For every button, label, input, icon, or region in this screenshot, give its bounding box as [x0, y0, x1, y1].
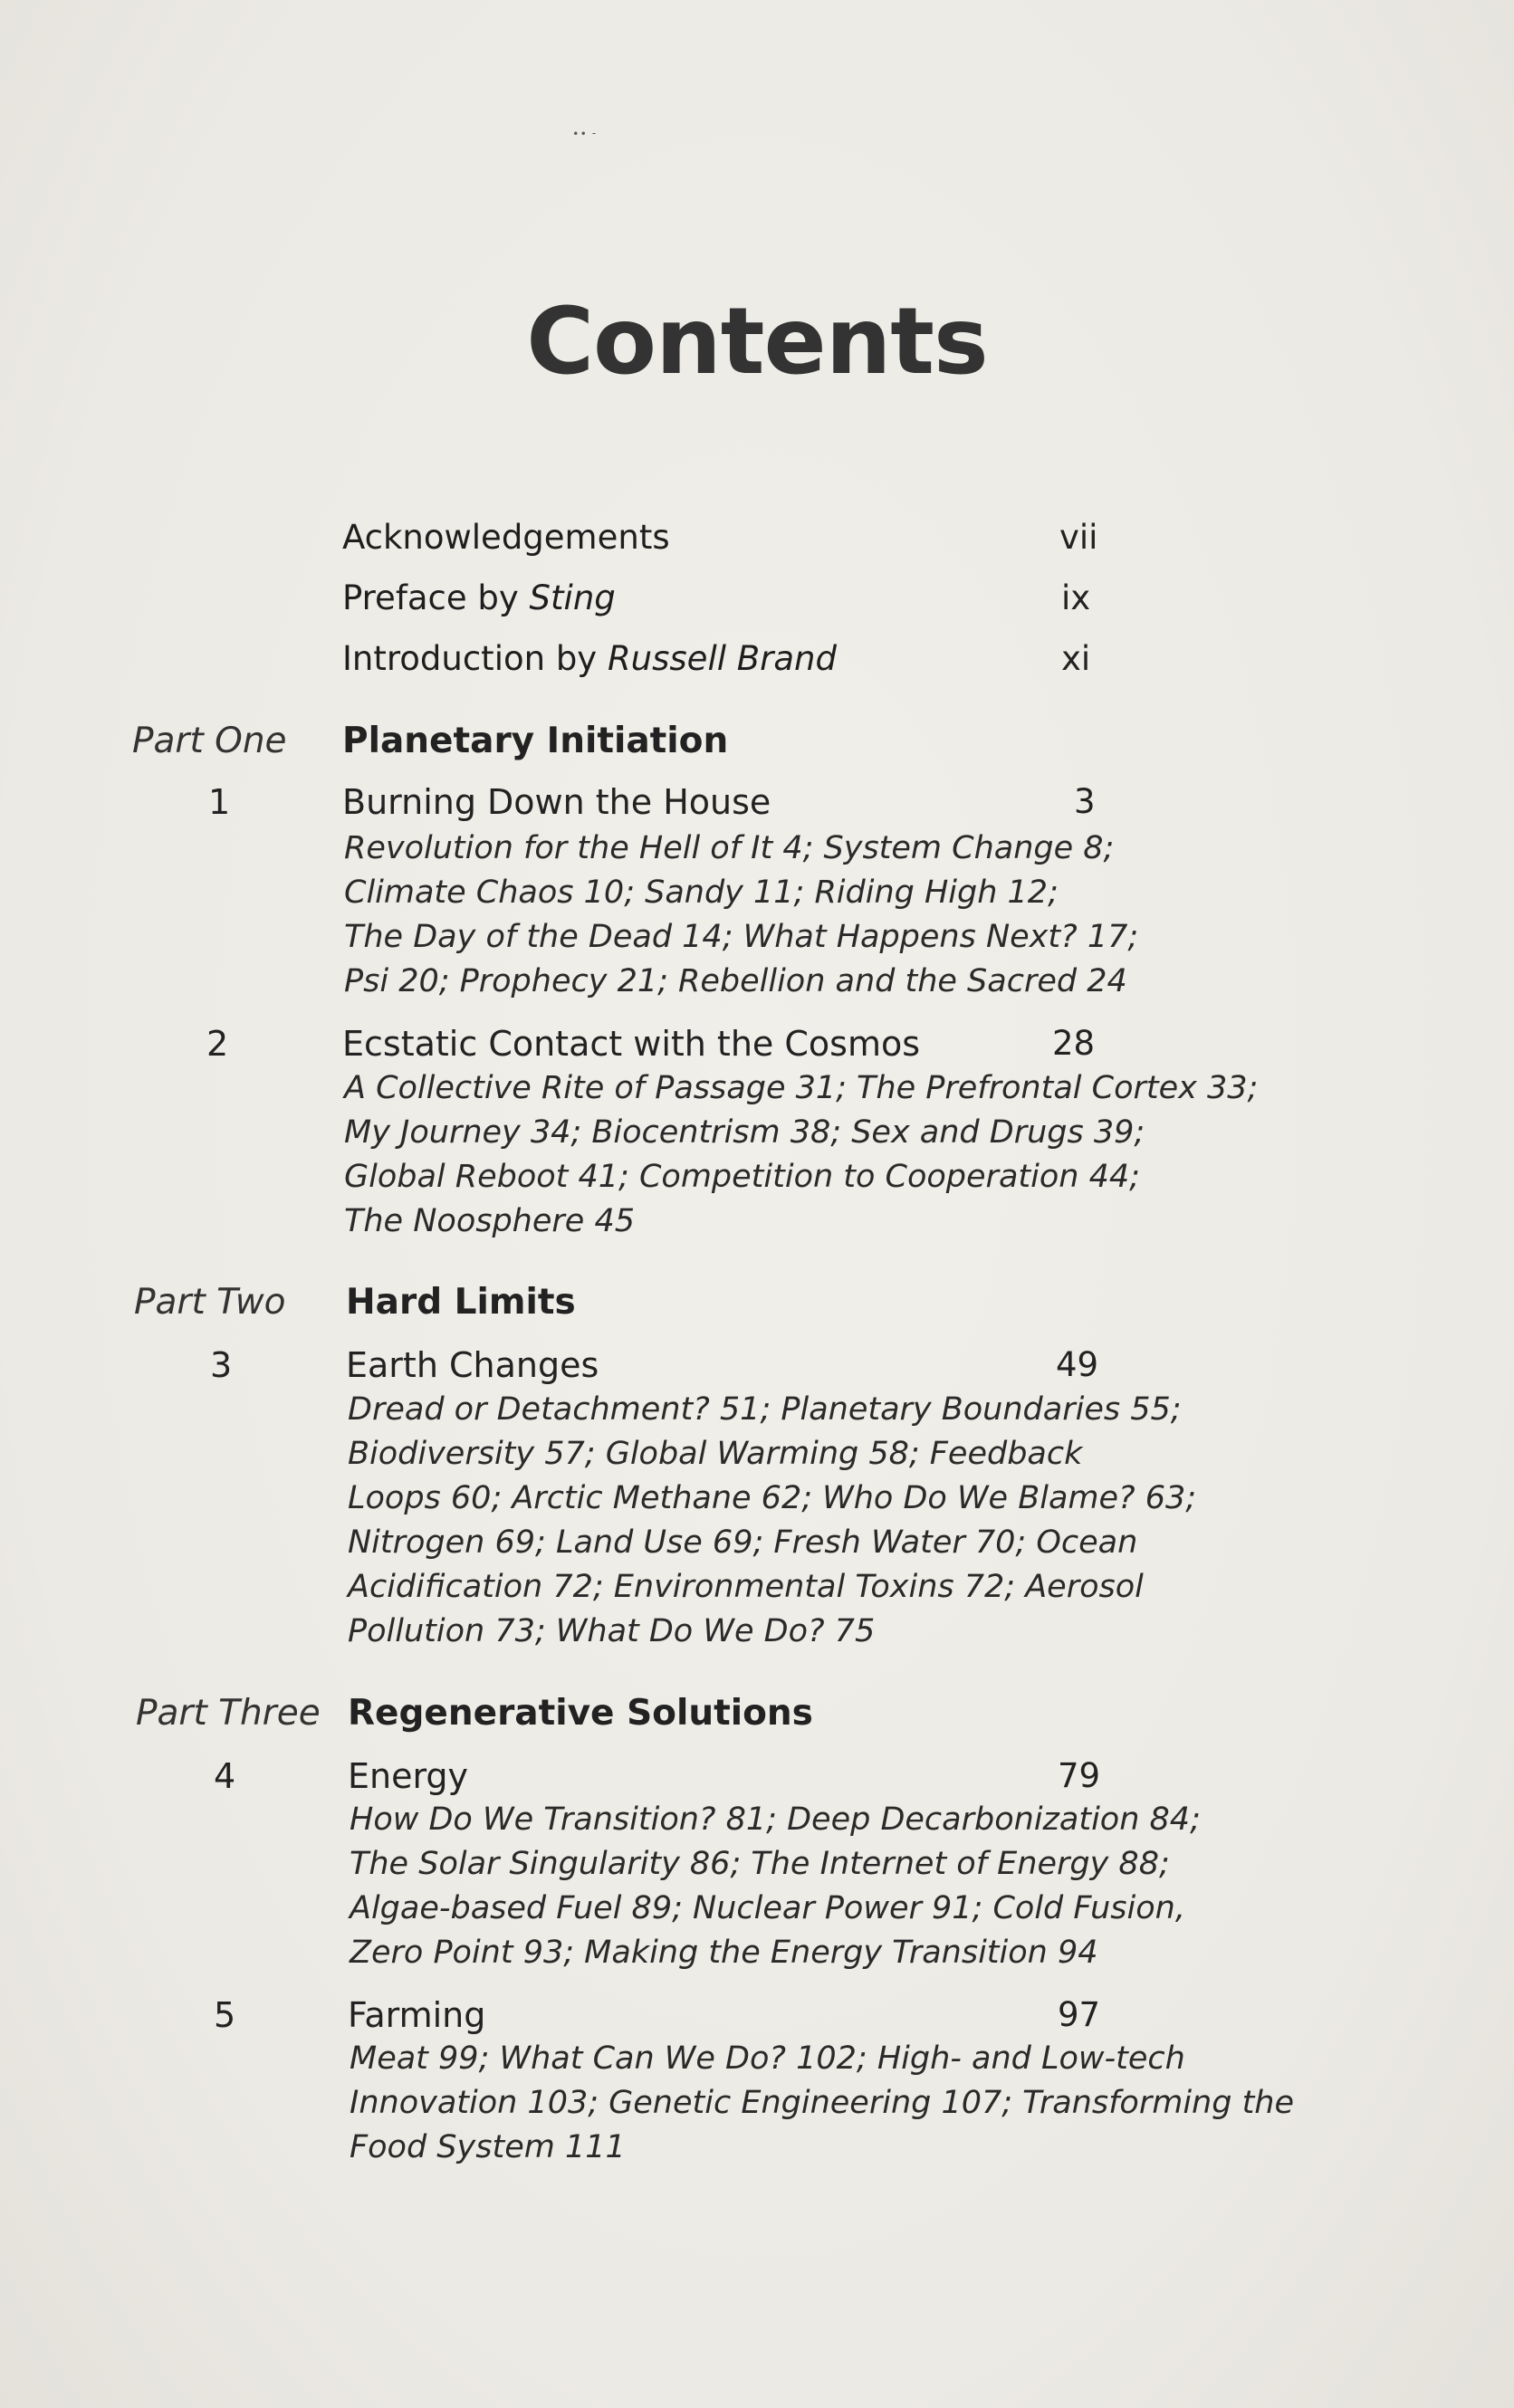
- chapter-number: 1: [208, 782, 231, 822]
- chapter-subsections: Acidification 72; Environmental Toxins 72; Aerosol: [348, 1569, 1144, 1605]
- part-label: Part Two: [134, 1282, 286, 1323]
- toc-entry-preface[interactable]: [342, 578, 616, 617]
- chapter-subsections: Meat 99; What Can We Do? 102; High- and Low-tech: [350, 2040, 1185, 2077]
- chapter-subsections: Revolution for the Hell of It 4; System Change 8;: [344, 830, 1115, 866]
- toc-page-number: 3: [1074, 782, 1096, 821]
- part-title[interactable]: Regenerative Solutions: [348, 1693, 813, 1734]
- chapter-subsections: Zero Point 93; Making the Energy Transition 94: [350, 1935, 1098, 1971]
- chapter-subsections: A Collective Rite of Passage 31; The Prefrontal Cortex 33;: [344, 1070, 1259, 1106]
- chapter-subsections: Dread or Detachment? 51; Planetary Boundaries 55;: [348, 1391, 1182, 1428]
- chapter-subsections: The Day of the Dead 14; What Happens Next? 17;: [344, 919, 1139, 955]
- entry-label: Preface by: [342, 578, 530, 617]
- part-label: Part One: [132, 721, 287, 761]
- chapter-title[interactable]: Burning Down the House: [342, 782, 771, 822]
- part-label: Part Three: [136, 1693, 321, 1734]
- chapter-title[interactable]: Ecstatic Contact with the Cosmos: [342, 1024, 921, 1064]
- chapter-subsections: The Noosphere 45: [344, 1203, 635, 1239]
- toc-entry-introduction[interactable]: [342, 639, 837, 678]
- toc-page-number: vii: [1059, 518, 1098, 557]
- chapter-subsections: Climate Chaos 10; Sandy 11; Riding High 12;: [344, 874, 1059, 911]
- toc-page-number: ix: [1061, 578, 1091, 617]
- entry-label-author: Russell Brand: [607, 639, 837, 678]
- entry-label: Introduction by: [342, 639, 608, 678]
- page-title: Contents: [526, 288, 988, 396]
- chapter-subsections: Innovation 103; Genetic Engineering 107; Transforming the: [350, 2085, 1295, 2121]
- entry-label-author: Sting: [529, 578, 616, 617]
- chapter-number: 4: [214, 1756, 236, 1796]
- part-title[interactable]: Hard Limits: [346, 1282, 576, 1323]
- toc-page-number: 28: [1052, 1024, 1096, 1063]
- chapter-title[interactable]: Earth Changes: [346, 1345, 599, 1385]
- toc-page-number: 97: [1058, 1995, 1101, 2034]
- chapter-subsections: Pollution 73; What Do We Do? 75: [348, 1613, 876, 1649]
- chapter-subsections: Nitrogen 69; Land Use 69; Fresh Water 70; Ocean: [348, 1524, 1138, 1561]
- chapter-subsections: Biodiversity 57; Global Warming 58; Feedback: [348, 1436, 1083, 1472]
- chapter-subsections: Algae-based Fuel 89; Nuclear Power 91; Cold Fusion,: [350, 1890, 1185, 1926]
- chapter-number: 5: [214, 1995, 236, 2035]
- entry-label: Acknowledgements: [342, 518, 670, 557]
- chapter-subsections: Food System 111: [350, 2129, 626, 2165]
- part-title[interactable]: Planetary Initiation: [342, 721, 729, 761]
- toc-entry-acknowledgements[interactable]: [342, 518, 670, 557]
- chapter-title[interactable]: Farming: [348, 1995, 486, 2035]
- chapter-title[interactable]: Energy: [348, 1756, 469, 1796]
- print-speck: ∙∙ -: [572, 127, 598, 139]
- toc-page-number: 49: [1056, 1345, 1099, 1384]
- chapter-subsections: Psi 20; Prophecy 21; Rebellion and the Sacred 24: [344, 963, 1127, 999]
- chapter-subsections: My Journey 34; Biocentrism 38; Sex and Drugs 39;: [344, 1114, 1145, 1151]
- chapter-number: 2: [206, 1024, 229, 1064]
- toc-page-number: xi: [1061, 639, 1091, 678]
- chapter-number: 3: [210, 1345, 233, 1385]
- chapter-subsections: The Solar Singularity 86; The Internet of Energy 88;: [350, 1846, 1170, 1882]
- chapter-subsections: Global Reboot 41; Competition to Cooperation 44;: [344, 1159, 1140, 1195]
- chapter-subsections: How Do We Transition? 81; Deep Decarbonization 84;: [350, 1801, 1201, 1838]
- toc-page-number: 79: [1058, 1756, 1101, 1795]
- chapter-subsections: Loops 60; Arctic Methane 62; Who Do We Blame? 63;: [348, 1480, 1197, 1516]
